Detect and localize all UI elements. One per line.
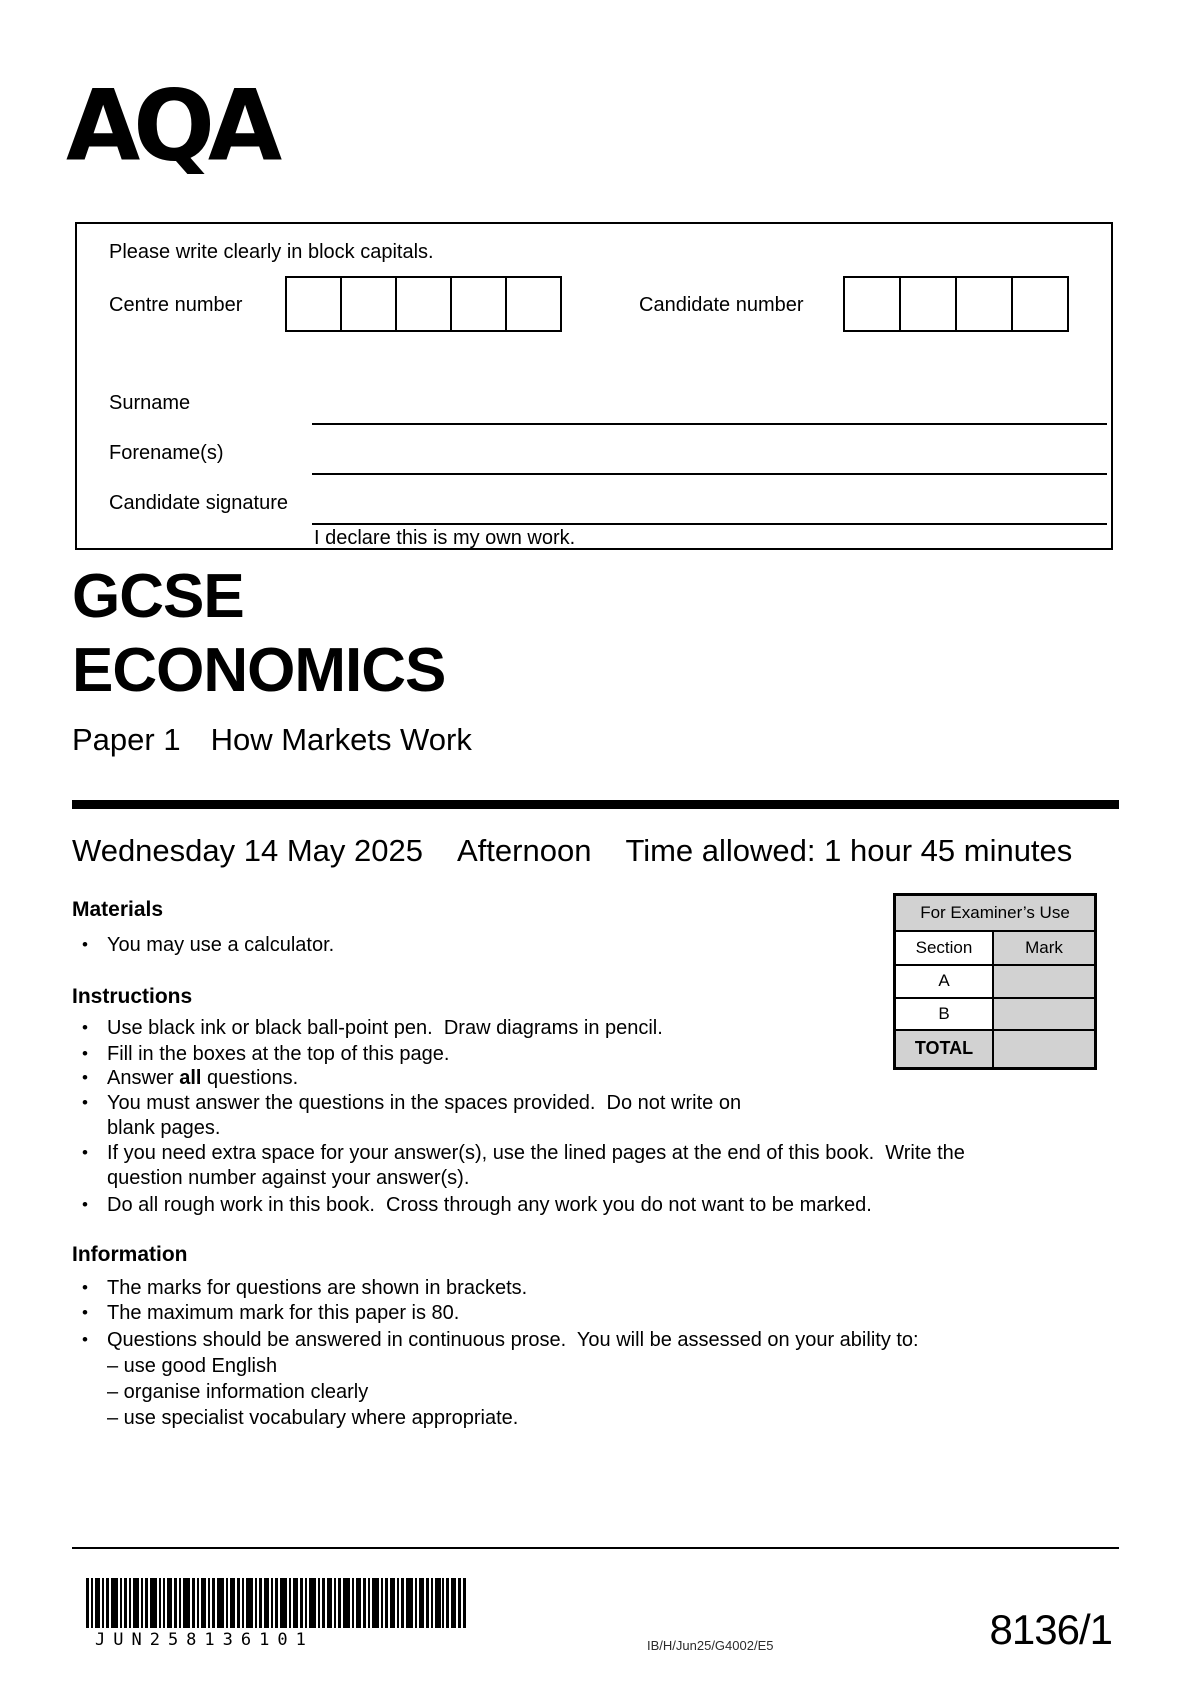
surname-write-line[interactable] bbox=[312, 423, 1107, 425]
instruction-item-continuation: blank pages. bbox=[107, 1117, 221, 1139]
paper-title-line bbox=[72, 722, 472, 758]
bullet-icon: • bbox=[82, 1278, 88, 1297]
paper-number: Paper 1 bbox=[72, 722, 181, 757]
bullet-icon: • bbox=[82, 1303, 88, 1322]
bullet-icon: • bbox=[82, 1044, 88, 1063]
total-label: TOTAL bbox=[895, 1030, 994, 1069]
materials-item: • You may use a calculator. bbox=[82, 934, 335, 956]
candidate-number-cell[interactable] bbox=[1011, 276, 1069, 332]
section-a-label: A bbox=[895, 965, 994, 998]
bullet-icon: • bbox=[82, 1068, 88, 1087]
centre-number-cell[interactable] bbox=[285, 276, 342, 332]
instruction-item: • You must answer the questions in the spaces provided. Do not write on bbox=[82, 1092, 742, 1114]
centre-number-cell[interactable] bbox=[505, 276, 562, 332]
centre-number-cell[interactable] bbox=[340, 276, 397, 332]
materials-heading: Materials bbox=[72, 898, 164, 921]
divider-rule-thick bbox=[72, 800, 1119, 809]
time-allowed: Time allowed: 1 hour 45 minutes bbox=[625, 833, 1073, 868]
candidate-details-box bbox=[75, 222, 1113, 550]
signature-write-line[interactable] bbox=[312, 523, 1107, 525]
information-item: • Questions should be answered in continuous prose. You will be assessed on your ability to: bbox=[82, 1329, 919, 1351]
section-b-label: B bbox=[895, 998, 994, 1030]
forenames-label: Forename(s) bbox=[109, 442, 224, 464]
information-heading: Information bbox=[72, 1243, 188, 1266]
candidate-number-cell[interactable] bbox=[955, 276, 1013, 332]
block-capitals-instruction: Please write clearly in block capitals. bbox=[109, 241, 434, 263]
instruction-item: • Fill in the boxes at the top of this page. bbox=[82, 1043, 450, 1065]
candidate-number-cell[interactable] bbox=[899, 276, 957, 332]
instructions-heading: Instructions bbox=[72, 985, 193, 1008]
bullet-icon: • bbox=[82, 1330, 88, 1349]
section-a-mark-cell[interactable] bbox=[993, 965, 1096, 998]
candidate-number-boxes bbox=[843, 276, 1069, 332]
candidate-number-cell[interactable] bbox=[843, 276, 901, 332]
information-sub-item: – use specialist vocabulary where appropriate. bbox=[107, 1407, 519, 1429]
forenames-write-line[interactable] bbox=[312, 473, 1107, 475]
instruction-item-continuation: question number against your answer(s). bbox=[107, 1167, 470, 1189]
bullet-icon: • bbox=[82, 935, 88, 954]
instruction-item: • Do all rough work in this book. Cross through any work you do not want to be marked. bbox=[82, 1194, 872, 1216]
information-sub-item: – organise information clearly bbox=[107, 1381, 369, 1403]
mark-column-header: Mark bbox=[993, 931, 1096, 965]
exam-session: Afternoon bbox=[457, 833, 592, 868]
declaration-text: I declare this is my own work. bbox=[314, 527, 576, 549]
instruction-item: • If you need extra space for your answer(s), use the lined pages at the end of this book. Write the bbox=[82, 1142, 965, 1164]
session-line bbox=[72, 833, 1072, 869]
paper-name: How Markets Work bbox=[210, 722, 472, 757]
barcode-digits: JUN258136101 bbox=[95, 1630, 314, 1650]
subject-title: ECONOMICS bbox=[72, 636, 446, 705]
centre-number-boxes bbox=[285, 276, 562, 332]
bullet-icon: • bbox=[82, 1143, 88, 1162]
information-sub-item: – use good English bbox=[107, 1355, 278, 1377]
surname-label: Surname bbox=[109, 392, 191, 414]
information-item: • The marks for questions are shown in brackets. bbox=[82, 1277, 528, 1299]
instruction-item: • Answer all questions. bbox=[82, 1067, 299, 1089]
centre-number-label: Centre number bbox=[109, 294, 243, 316]
qualification-title: GCSE bbox=[72, 562, 244, 631]
candidate-number-label: Candidate number bbox=[639, 294, 804, 316]
aqa-logo: AQA bbox=[66, 68, 276, 184]
bullet-icon: • bbox=[82, 1093, 88, 1112]
information-item: • The maximum mark for this paper is 80. bbox=[82, 1302, 460, 1324]
ib-reference-code: IB/H/Jun25/G4002/E5 bbox=[647, 1638, 774, 1653]
bullet-icon: • bbox=[82, 1018, 88, 1037]
examiner-table-title: For Examiner’s Use bbox=[895, 895, 1096, 931]
centre-number-cell[interactable] bbox=[395, 276, 452, 332]
barcode bbox=[86, 1578, 466, 1628]
section-column-header: Section bbox=[895, 931, 994, 965]
signature-label: Candidate signature bbox=[109, 492, 289, 514]
centre-number-cell[interactable] bbox=[450, 276, 507, 332]
paper-code: 8136/1 bbox=[989, 1606, 1112, 1653]
bullet-icon: • bbox=[82, 1195, 88, 1214]
footer-rule bbox=[72, 1547, 1119, 1549]
instruction-item: • Use black ink or black ball-point pen. Draw diagrams in pencil. bbox=[82, 1017, 663, 1039]
exam-date: Wednesday 14 May 2025 bbox=[72, 833, 423, 868]
